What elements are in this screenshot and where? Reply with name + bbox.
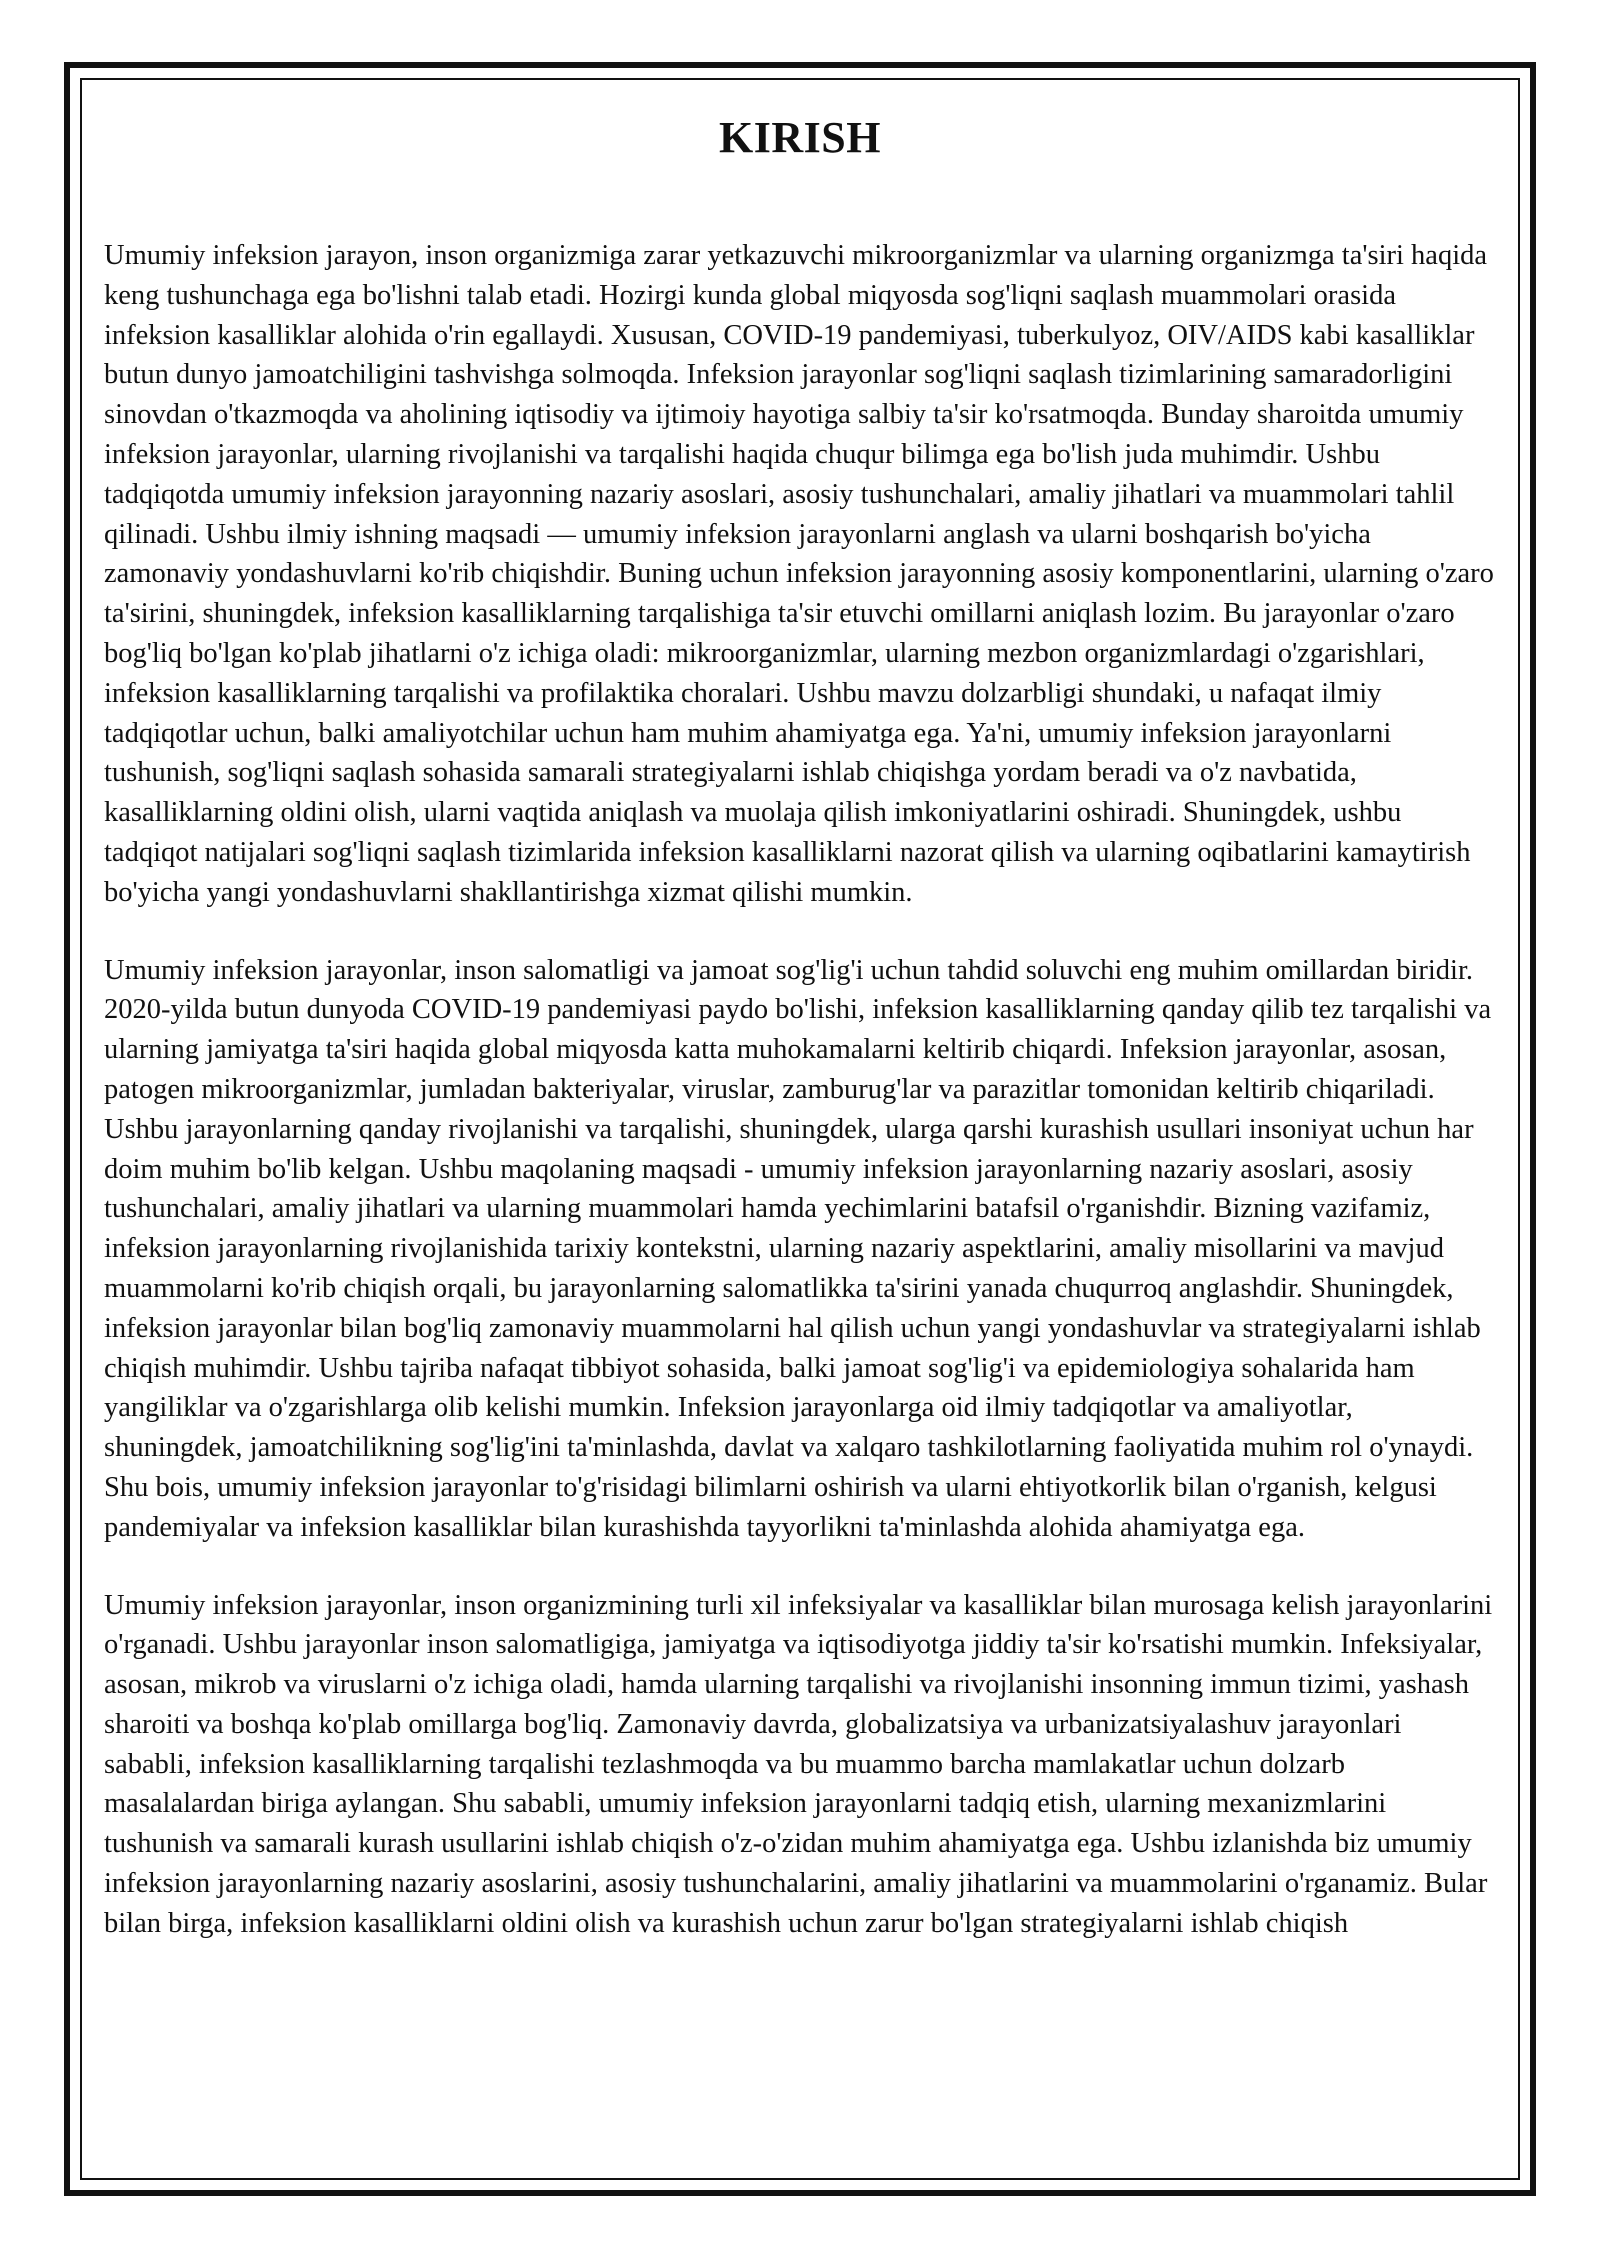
paragraph-1: Umumiy infeksion jarayon, inson organizmiga zarar yetkazuvchi mikroorganizmlar va ularning organizmga ta'siri haqida keng tushunchaga ega bo'lishni talab etadi. Hozirgi kunda global miqyosda sog'liqni saqlash muammolari orasida infeksion kasalliklar alohida o'rin egallaydi. Xususan, COVID-19 pandemiyasi, tuberkulyoz, OIV/AIDS kabi kasalliklar butun dunyo jamoatchiligini tashvishga solmoqda. Infeksion jarayonlar sog'liqni saqlash tizimlarining samaradorligini sinovdan o'tkazmoqda va aholining iqtisodiy va ijtimoiy hayotiga salbiy ta'sir ko'rsatmoqda. Bunday sharoitda umumiy infeksion jarayonlar, ularning rivojlanishi va tarqalishi haqida chuqur bilimga ega bo'lish juda muhimdir. Ushbu tadqiqotda umumiy infeksion jarayonning nazariy asoslari, asosiy tushunchalari, amaliy jihatlari va muammolari tahlil qilinadi. Ushbu ilmiy ishning maqsadi — umumiy infeksion jarayonlarni anglash va ularni boshqarish bo'yicha zamonaviy yondashuvlarni ko'rib chiqishdir. Buning uchun infeksion jarayonning asosiy komponentlarini, ularning o'zaro ta'sirini, shuningdek, infeksion kasalliklarning tarqalishiga ta'sir etuvchi omillarni aniqlash lozim. Bu jarayonlar o'zaro bog'liq bo'lgan ko'plab jihatlarni o'z ichiga oladi: mikroorganizmlar, ularning mezbon organizmlardagi o'zgarishlari, infeksion kasalliklarning tarqalishi va profilaktika choralari. Ushbu mavzu dolzarbligi shundaki, u nafaqat ilmiy tadqiqotlar uchun, balki amaliyotchilar uchun ham muhim ahamiyatga ega. Ya'ni, umumiy infeksion jarayonlarni tushunish, sog'liqni saqlash sohasida samarali strategiyalarni ishlab chiqishga yordam beradi va o'z navbatida, kasalliklarning oldini olish, ularni vaqtida aniqlash va muolaja qilish imkoniyatlarini oshiradi. Shuningdek, ushbu tadqiqot natijalari sog'liqni saqlash tizimlarida infeksion kasalliklarni nazorat qilish va ularning oqibatlarini kamaytirish bo'yicha yangi yondashuvlarni shakllantirishga xizmat qilishi mumkin. bbox=[104, 240, 1494, 908]
page-border-inner bbox=[80, 78, 1520, 2180]
paragraph-2: Umumiy infeksion jarayonlar, inson salomatligi va jamoat sog'lig'i uchun tahdid soluvchi eng muhim omillardan biridir. 2020-yilda butun dunyoda COVID-19 pandemiyasi paydo bo'lishi, infeksion kasalliklarning qanday qilib tez tarqalishi va ularning jamiyatga ta'siri haqida global miqyosda katta muhokamalarni keltirib chiqardi. Infeksion jarayonlar, asosan, patogen mikroorganizmlar, jumladan bakteriyalar, viruslar, zamburug'lar va parazitlar tomonidan keltirib chiqariladi. Ushbu jarayonlarning qanday rivojlanishi va tarqalishi, shuningdek, ularga qarshi kurashish usullari insoniyat uchun har doim muhim bo'lib kelgan. Ushbu maqolaning maqsadi - umumiy infeksion jarayonlarning nazariy asoslari, asosiy tushunchalari, amaliy jihatlari va ularning muammolari hamda yechimlarini batafsil o'rganishdir. Bizning vazifamiz, infeksion jarayonlarning rivojlanishida tarixiy kontekstni, ularning nazariy aspektlarini, amaliy misollarini va mavjud muammolarni ko'rib chiqish orqali, bu jarayonlarning salomatlikka ta'sirini yanada chuqurroq anglashdir. Shuningdek, infeksion jarayonlar bilan bog'liq zamonaviy muammolarni hal qilish uchun yangi yondashuvlar va strategiyalarni ishlab chiqish muhimdir. Ushbu tajriba nafaqat tibbiyot sohasida, balki jamoat sog'lig'i va epidemiologiya sohalarida ham yangiliklar va o'zgarishlarga olib kelishi mumkin. Infeksion jarayonlarga oid ilmiy tadqiqotlar va amaliyotlar, shuningdek, jamoatchilikning sog'lig'ini ta'minlashda, davlat va xalqaro tashkilotlarning faoliyatida muhim rol o'ynaydi. Shu bois, umumiy infeksion jarayonlar to'g'risidagi bilimlarni oshirish va ularni ehtiyotkorlik bilan o'rganish, kelgusi pandemiyalar va infeksion kasalliklar bilan kurashishda tayyorlikni ta'minlashda alohida ahamiyatga ega. bbox=[104, 954, 1492, 1543]
paragraph-3: Umumiy infeksion jarayonlar, inson organizmining turli xil infeksiyalar va kasalliklar bilan murosaga kelish jarayonlarini o'rganadi. Ushbu jarayonlar inson salomatligiga, jamiyatga va iqtisodiyotga jiddiy ta'sir ko'rsatishi mumkin. Infeksiyalar, asosan, mikrob va viruslarni o'z ichiga oladi, hamda ularning tarqalishi va rivojlanishi insonning immun tizimi, yashash sharoiti va boshqa ko'plab omillarga bog'liq. Zamonaviy davrda, globalizatsiya va urbanizatsiyalashuv jarayonlari sababli, infeksion kasalliklarning tarqalishi tezlashmoqda va bu muammo barcha mamlakatlar uchun dolzarb masalalardan biriga aylangan. Shu sababli, umumiy infeksion jarayonlarni tadqiq etish, ularning mexanizmlarini tushunish va samarali kurash usullarini ishlab chiqish o'z-o'zidan muhim ahamiyatga ega. Ushbu izlanishda biz umumiy infeksion jarayonlarning nazariy asoslarini, asosiy tushunchalarini, amaliy jihatlarini va muammolarini o'rganamiz. Bular bilan birga, infeksion kasalliklarni oldini olish va kurashish uchun zarur bo'lgan strategiyalarni ishlab chiqish bbox=[104, 1589, 1493, 1939]
document-content bbox=[104, 108, 1496, 2168]
page-title: KIRISH bbox=[719, 113, 881, 162]
page-border-outer bbox=[64, 62, 1536, 2196]
